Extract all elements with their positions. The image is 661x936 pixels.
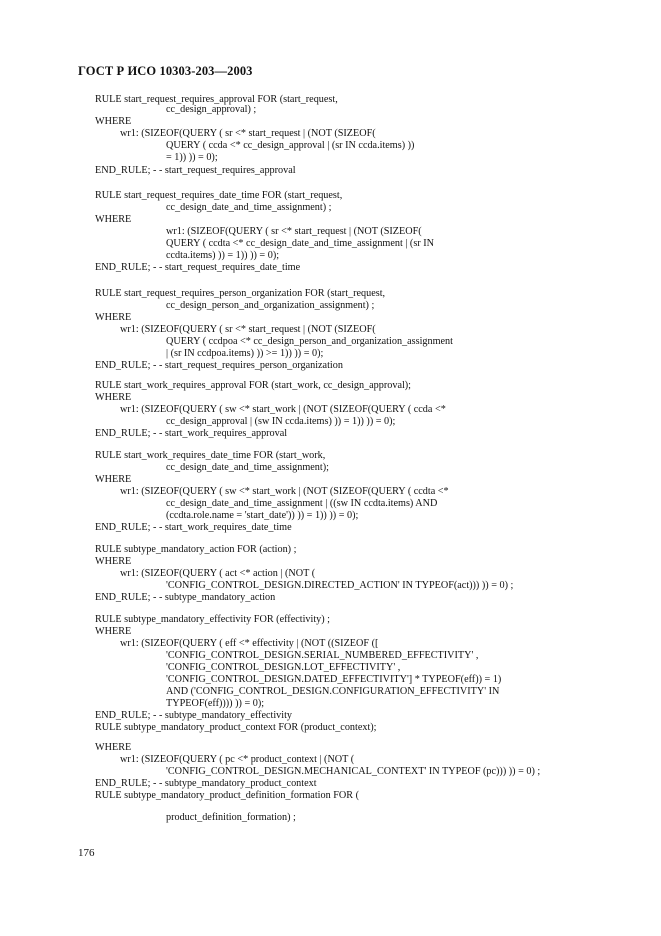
code-line: WHERE xyxy=(95,116,132,127)
code-line: cc_design_date_and_time_assignment) ; xyxy=(166,202,332,213)
code-line: cc_design_date_and_time_assignment | ((sw IN ccdta.items) AND xyxy=(166,498,438,509)
code-line: RULE start_work_requires_date_time FOR (start_work, xyxy=(95,450,326,461)
code-line: 'CONFIG_CONTROL_DESIGN.SERIAL_NUMBERED_EFFECTIVITY' , xyxy=(166,650,479,661)
code-line: QUERY ( ccdta <* cc_design_date_and_time_assignment | (sr IN xyxy=(166,238,434,249)
code-line: product_definition_formation) ; xyxy=(166,812,296,823)
code-line: wr1: (SIZEOF(QUERY ( pc <* product_context | (NOT ( xyxy=(120,754,355,765)
code-line: WHERE xyxy=(95,214,132,225)
code-line: wr1: (SIZEOF(QUERY ( sr <* start_request | (NOT (SIZEOF( xyxy=(120,324,376,335)
code-line: wr1: (SIZEOF(QUERY ( sr <* start_request | (NOT (SIZEOF( xyxy=(166,226,422,237)
code-line: QUERY ( ccdpoa <* cc_design_person_and_organization_assignment xyxy=(166,336,453,347)
code-line: END_RULE; - - start_work_requires_approval xyxy=(95,428,288,439)
code-line: wr1: (SIZEOF(QUERY ( sw <* start_work | (NOT (SIZEOF(QUERY ( ccda <* xyxy=(120,404,446,415)
code-line: RULE start_request_requires_person_organization FOR (start_request, xyxy=(95,288,386,299)
code-line: WHERE xyxy=(95,626,132,637)
code-line: END_RULE; - - start_request_requires_approval xyxy=(95,165,296,176)
code-line: wr1: (SIZEOF(QUERY ( sw <* start_work | (NOT (SIZEOF(QUERY ( ccdta <* xyxy=(120,486,449,497)
document-header: ГОСТ Р ИСО 10303-203—2003 xyxy=(78,64,253,78)
page-number: 176 xyxy=(78,847,95,859)
code-line: RULE subtype_mandatory_action FOR (action) ; xyxy=(95,544,297,555)
code-line: WHERE xyxy=(95,474,132,485)
code-line: RULE subtype_mandatory_product_definition_formation FOR ( xyxy=(95,790,359,801)
code-line: cc_design_approval | (sw IN ccda.items) )) = 1)) )) = 0); xyxy=(166,416,396,427)
code-line: AND ('CONFIG_CONTROL_DESIGN.CONFIGURATION_EFFECTIVITY' IN xyxy=(166,686,500,697)
code-line: 'CONFIG_CONTROL_DESIGN.DATED_EFFECTIVITY'] * TYPEOF(eff)) = 1) xyxy=(166,674,502,685)
code-line: ccdta.items) )) = 1)) )) = 0); xyxy=(166,250,280,261)
code-line: 'CONFIG_CONTROL_DESIGN.LOT_EFFECTIVITY' , xyxy=(166,662,401,673)
code-line: END_RULE; - - start_request_requires_person_organization xyxy=(95,360,343,371)
code-line: cc_design_date_and_time_assignment); xyxy=(166,462,329,473)
code-line: END_RULE; - - start_work_requires_date_time xyxy=(95,522,292,533)
code-line: RULE subtype_mandatory_product_context FOR (product_context); xyxy=(95,722,377,733)
code-line: | (sr IN ccdpoa.items) )) >= 1)) )) = 0); xyxy=(166,348,324,359)
code-line: END_RULE; - - subtype_mandatory_product_context xyxy=(95,778,317,789)
code-line: WHERE xyxy=(95,312,132,323)
code-line: WHERE xyxy=(95,556,132,567)
code-line: 'CONFIG_CONTROL_DESIGN.DIRECTED_ACTION' IN TYPEOF(act))) )) = 0) ; xyxy=(166,580,514,591)
code-line: END_RULE; - - subtype_mandatory_effectivity xyxy=(95,710,293,721)
code-line: wr1: (SIZEOF(QUERY ( eff <* effectivity | (NOT ((SIZEOF ([ xyxy=(120,638,379,649)
code-line: wr1: (SIZEOF(QUERY ( act <* action | (NOT ( xyxy=(120,568,316,579)
code-line: wr1: (SIZEOF(QUERY ( sr <* start_request | (NOT (SIZEOF( xyxy=(120,128,376,139)
code-line: END_RULE; - - subtype_mandatory_action xyxy=(95,592,276,603)
code-line: QUERY ( ccda <* cc_design_approval | (sr IN ccda.items) )) xyxy=(166,140,415,151)
code-line: 'CONFIG_CONTROL_DESIGN.MECHANICAL_CONTEXT' IN TYPEOF (pc))) )) = 0) ; xyxy=(166,766,541,777)
code-line: RULE start_request_requires_approval FOR (start_request, xyxy=(95,94,338,105)
code-line: cc_design_approval) ; xyxy=(166,104,257,115)
code-line: cc_design_person_and_organization_assignment) ; xyxy=(166,300,375,311)
code-line: RULE start_work_requires_approval FOR (start_work, cc_design_approval); xyxy=(95,380,412,391)
code-line: WHERE xyxy=(95,742,132,753)
code-line: END_RULE; - - start_request_requires_date_time xyxy=(95,262,301,273)
code-line: (ccdta.role.name = 'start_date')) )) = 1)) )) = 0); xyxy=(166,510,359,521)
code-line: WHERE xyxy=(95,392,132,403)
code-line: TYPEOF(eff)))) )) = 0); xyxy=(166,698,265,709)
code-line: = 1)) )) = 0); xyxy=(166,152,218,163)
code-line: RULE subtype_mandatory_effectivity FOR (effectivity) ; xyxy=(95,614,331,625)
code-line: RULE start_request_requires_date_time FOR (start_request, xyxy=(95,190,343,201)
